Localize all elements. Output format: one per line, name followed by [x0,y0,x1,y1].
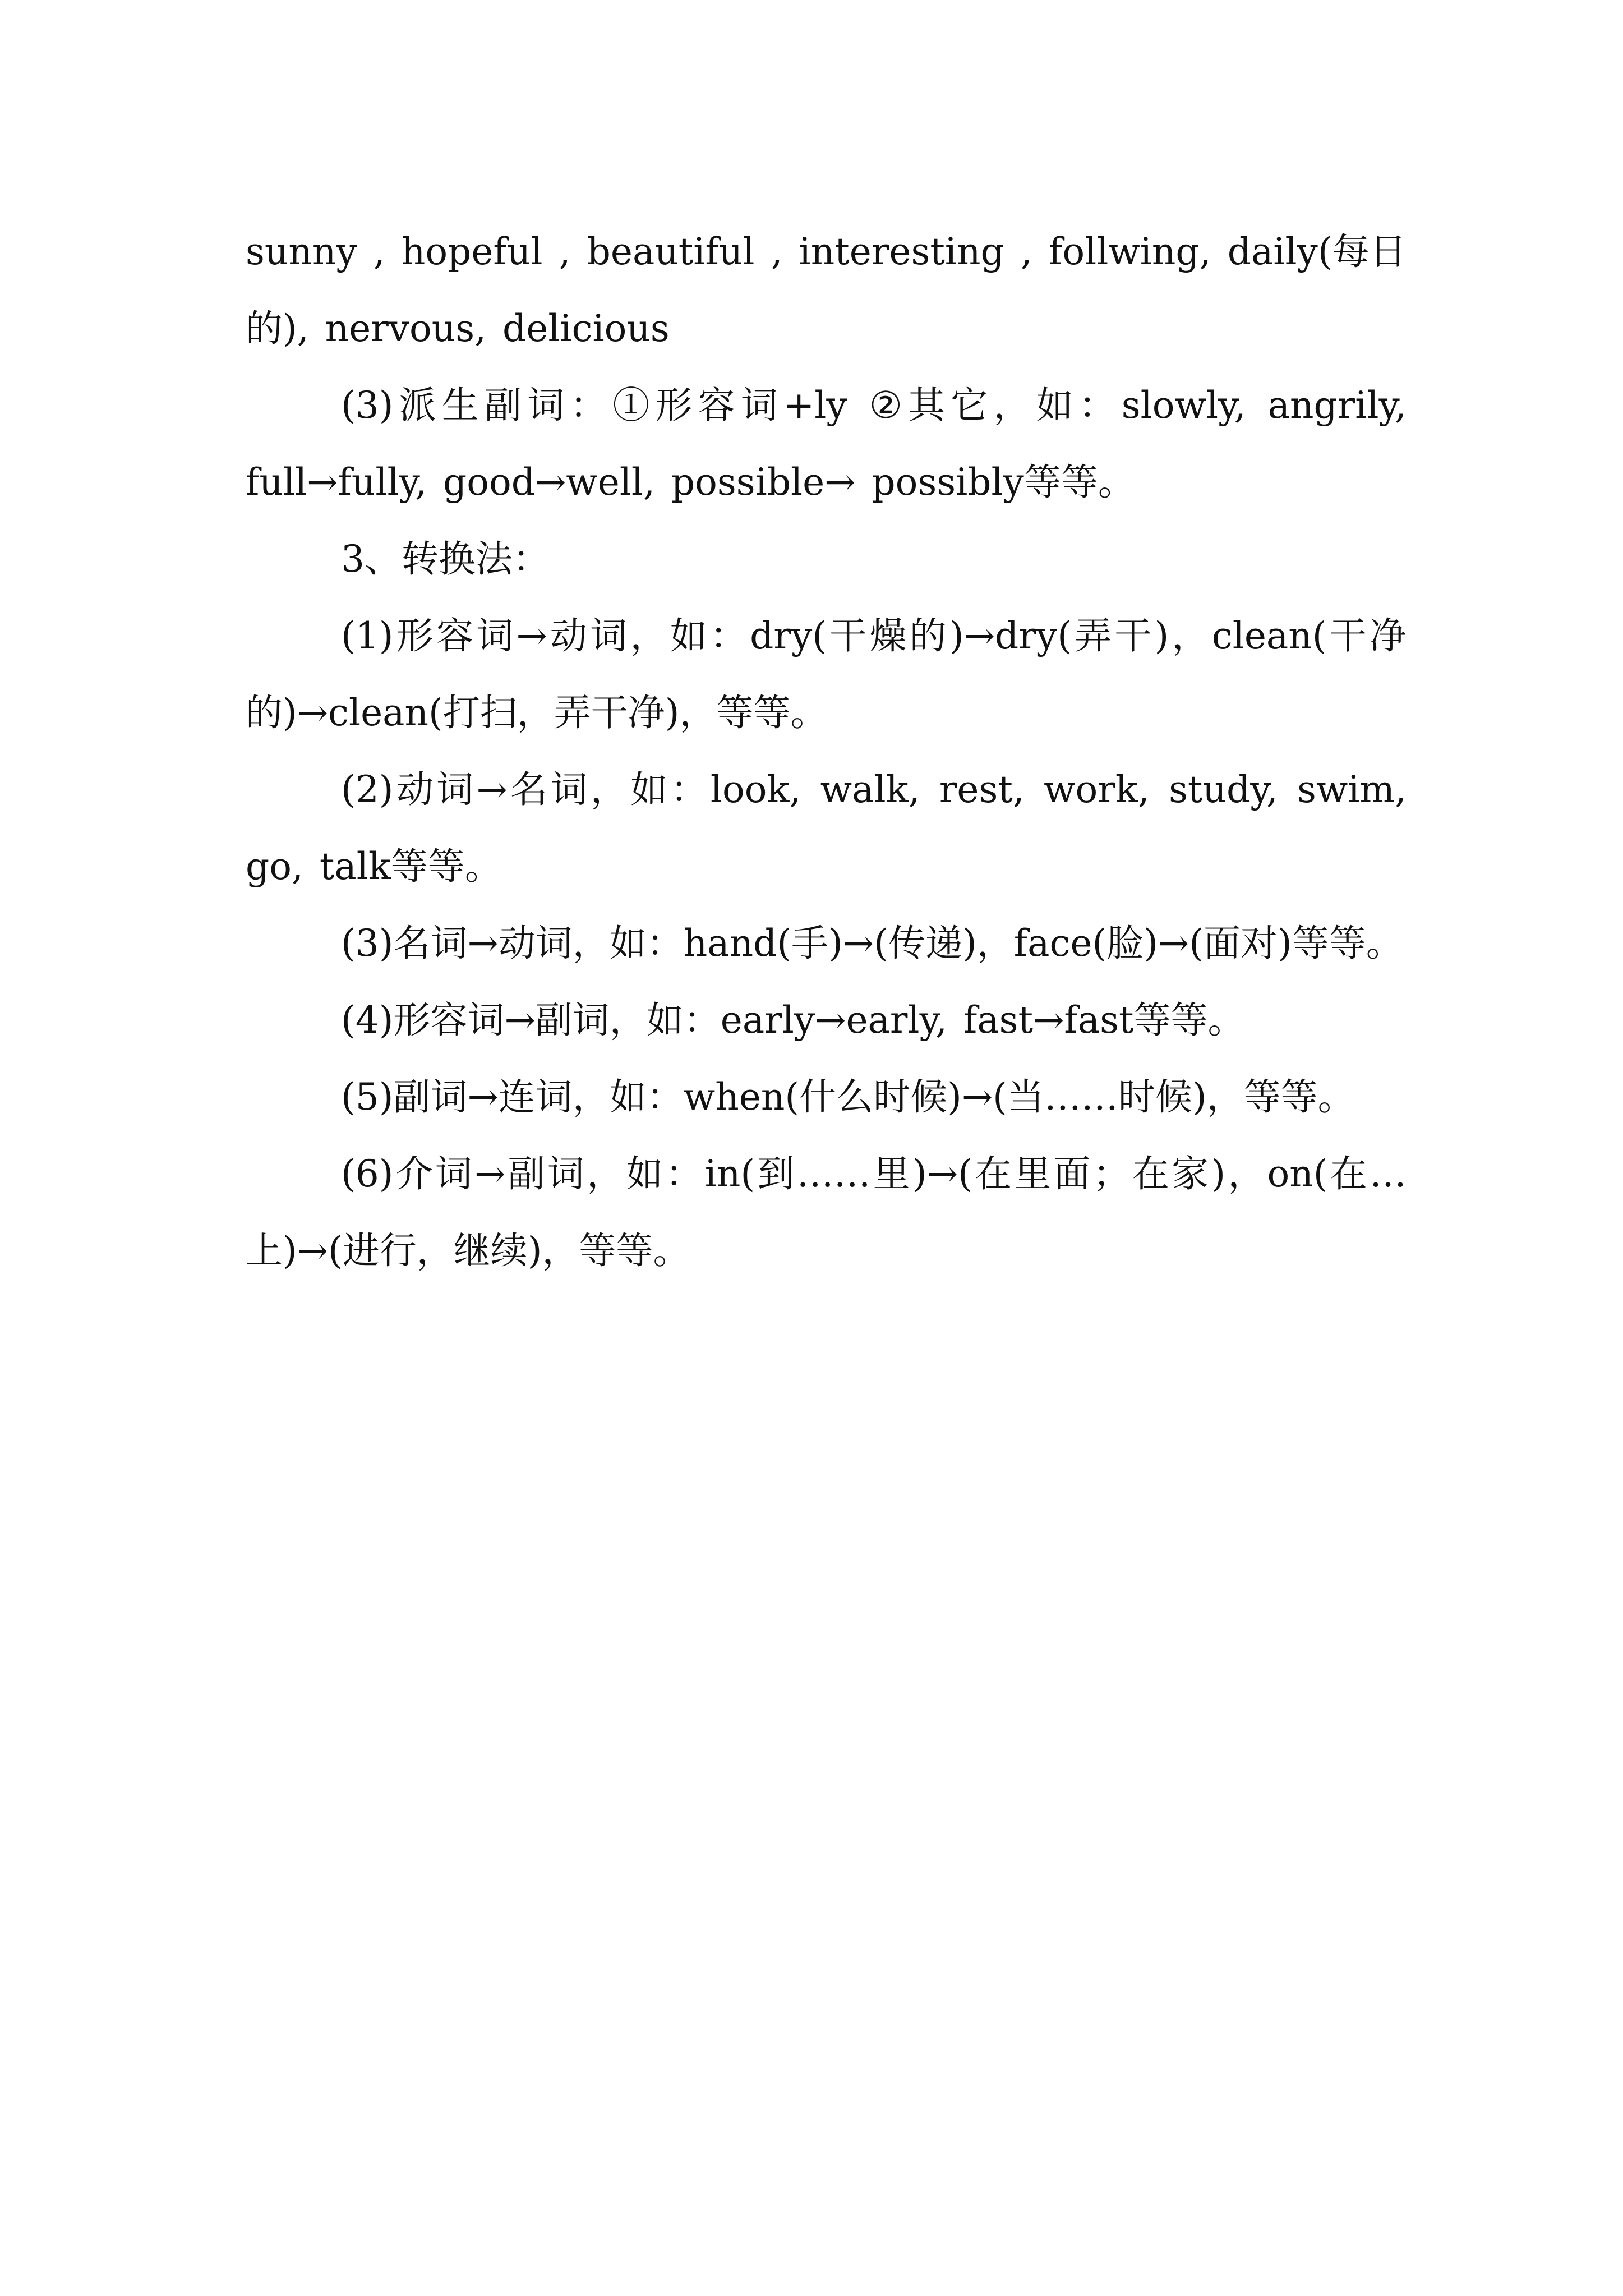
paragraph-verb-to-noun: (2)动词→名词，如：look, walk, rest, work, study, swim, go, talk等等。 [246,768,1407,888]
paragraph-adjective-to-adverb: (4)形容词→副词，如：early→early, fast→fast等等。 [341,999,1245,1042]
paragraph-adverb-to-conjunction: (5)副词→连词，如：when(什么时候)→(当……时候)，等等。 [341,1075,1355,1119]
paragraph-noun-to-verb: (3)名词→动词，如：hand(手)→(传递)，face(脸)→(面对)等等。 [341,922,1403,965]
paragraph-adjective-to-verb: (1)形容词→动词，如：dry(干燥的)→dry(弄干)，clean(干净的)→clean(打扫，弄干净)，等等。 [246,614,1407,734]
paragraph-adjective-examples: sunny , hopeful , beautiful , interesting , follwing, daily(每日的), nervous, delicious [246,230,1407,350]
paragraph-conversion-heading: 3、转换法： [341,537,550,581]
paragraph-preposition-to-adverb: (6)介词→副词，如：in(到……里)→(在里面；在家)，on(在…上)→(进行，继续)，等等。 [246,1152,1407,1272]
paragraph-derived-adverbs: (3)派生副词：①形容词+ly ②其它，如：slowly, angrily, full→fully, good→well, possible→ possibly等等。 [246,384,1407,504]
document-body [246,213,1407,1289]
